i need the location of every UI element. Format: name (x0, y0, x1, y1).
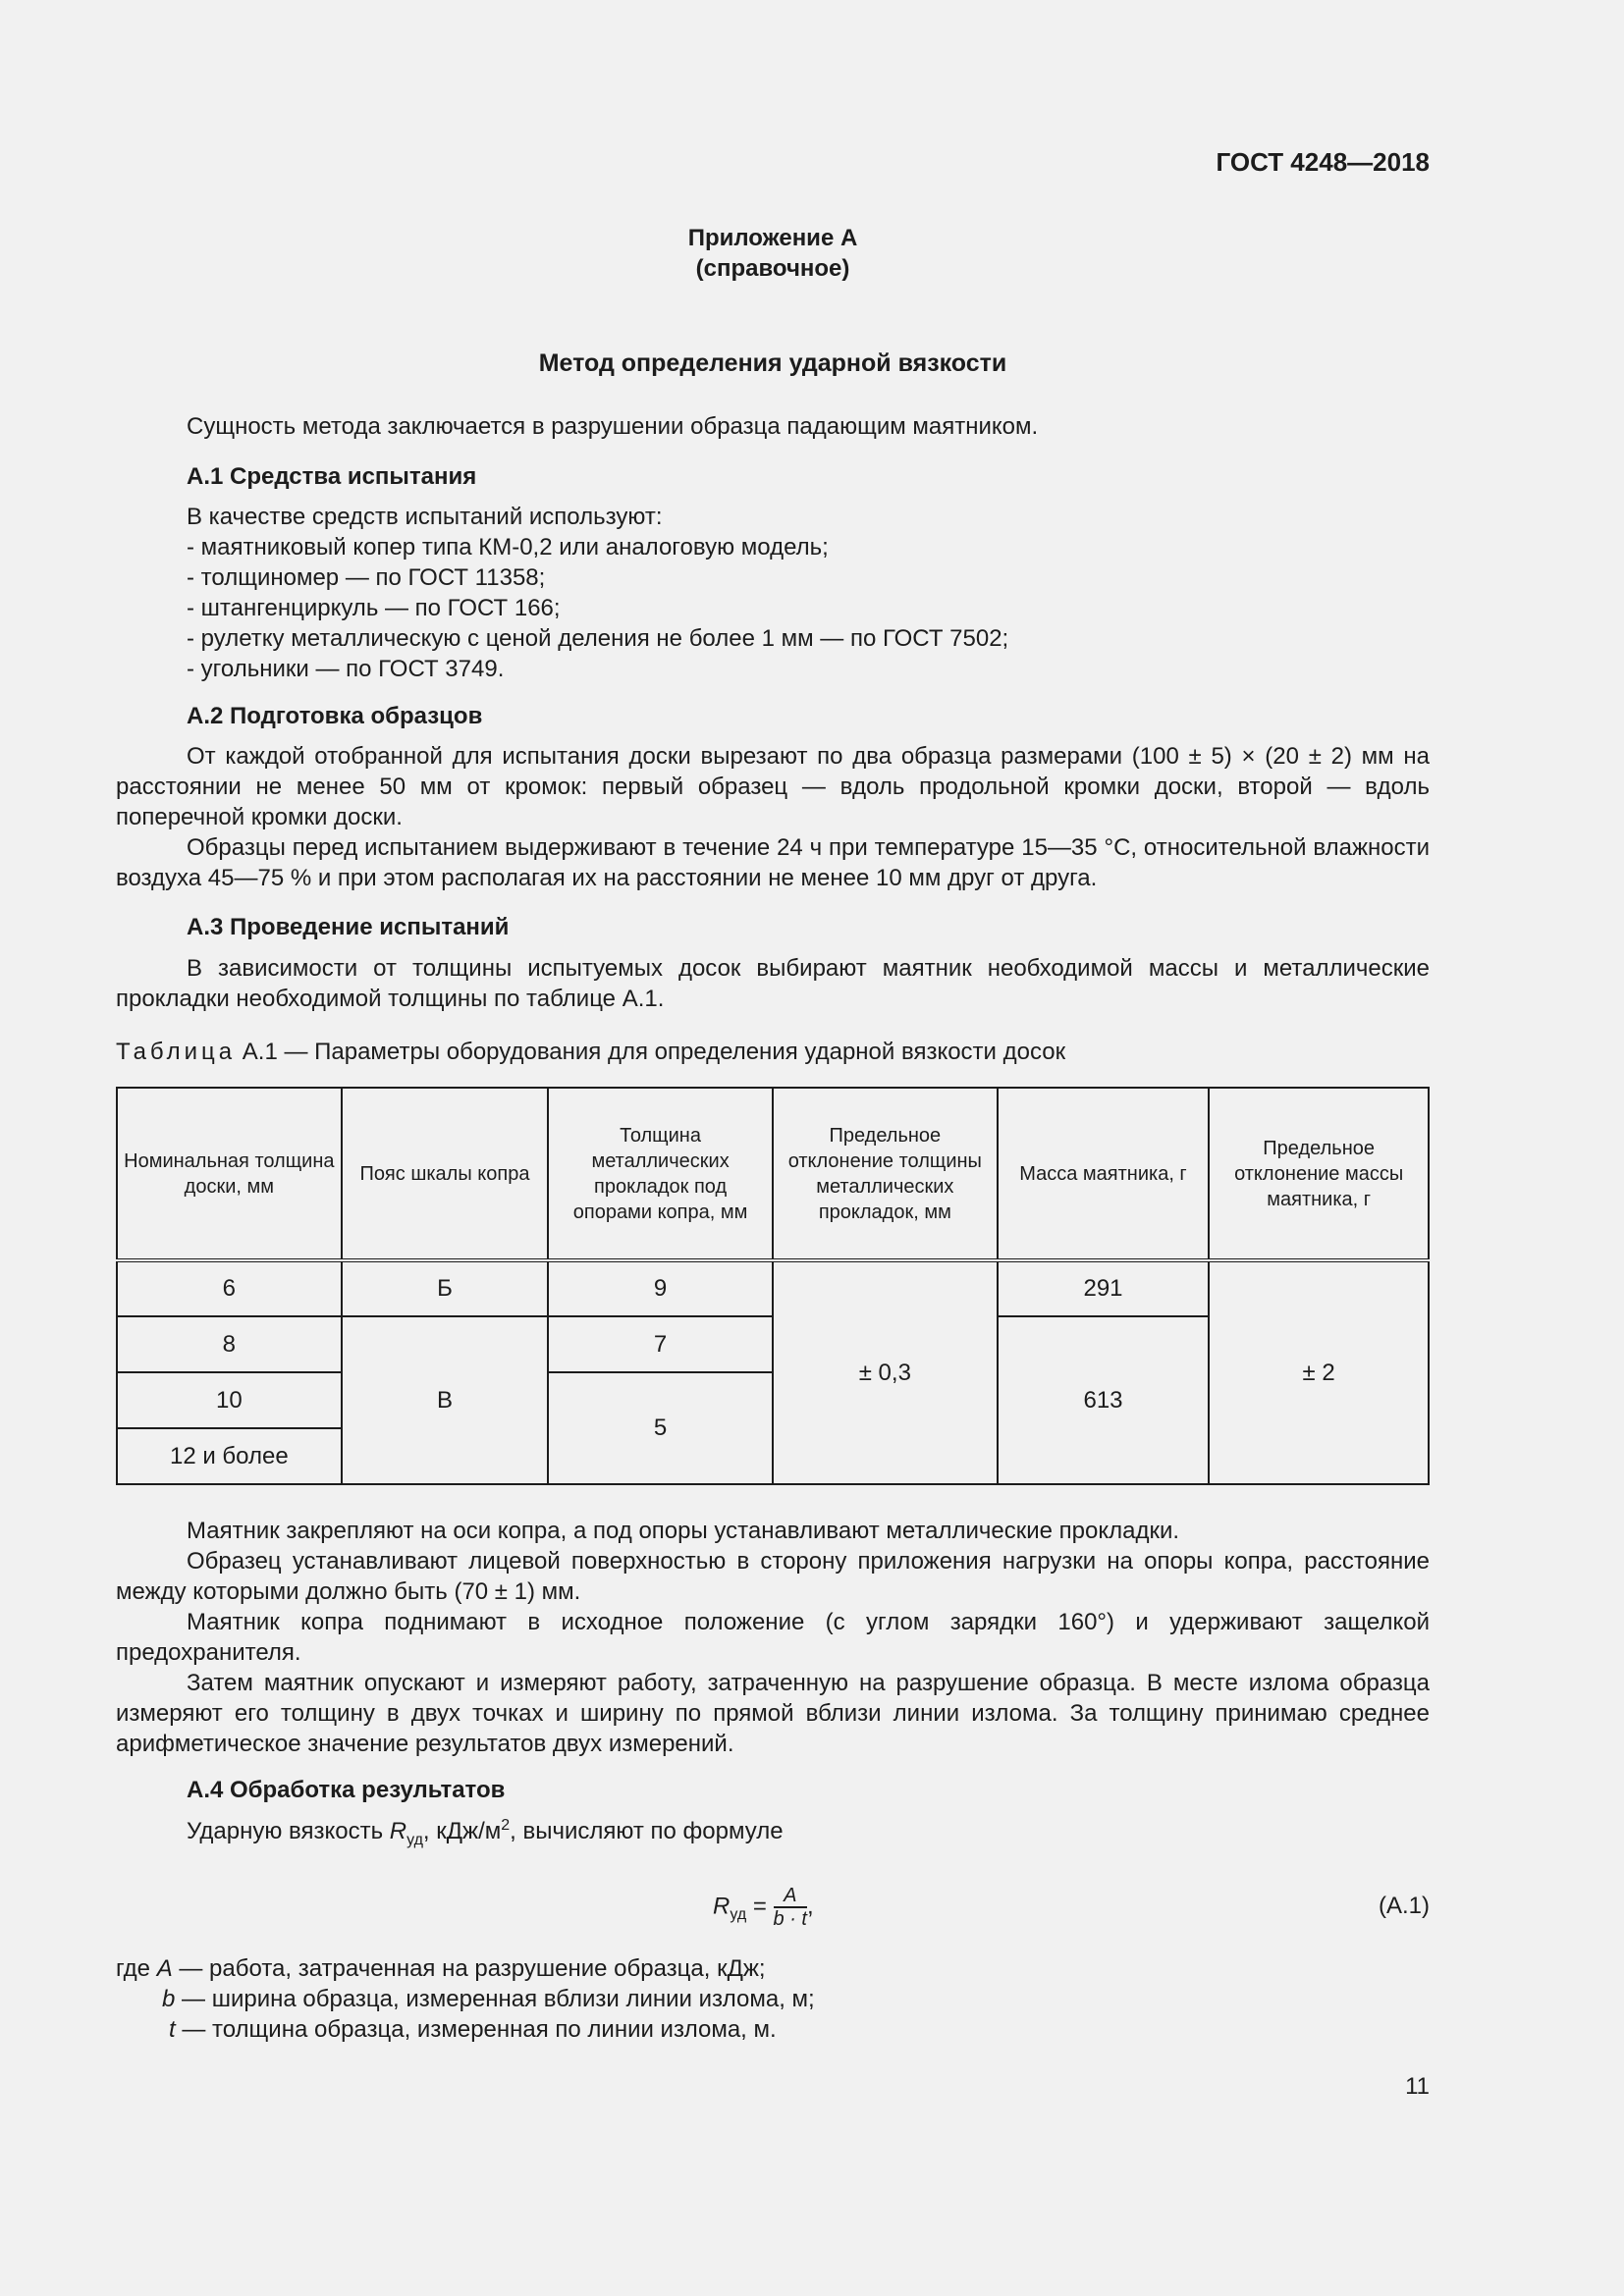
legend-line: где A — работа, затраченная на разрушение образца, кДж; (116, 1955, 766, 1982)
after-table-text (116, 1516, 1430, 1759)
paragraph: Затем маятник опускают и измеряют работу, затраченную на разрушение образца. В месте излома образца измеряют его толщину в двух точках и ширину по прямой вблизи линии излома. За толщину принимаю среднее арифметическое значение результатов двух измерений. (116, 1670, 1430, 1757)
table-header-cell: Толщина металлических прокладок под опорами копра, мм (548, 1088, 773, 1260)
a2-paragraph-1: От каждой отобранной для испытания доски вырезают по два образца размерами (100 ± 5) × (20 ± 2) мм на расстоянии не менее 50 мм от кромок: первый образец — вдоль продольной кромки доски, второй — вдоль поперечной кромки доски. (116, 743, 1430, 830)
a1-heading: А.1 Средства испытания (187, 463, 477, 490)
a2-heading: А.2 Подготовка образцов (187, 703, 483, 729)
a3-body (116, 953, 1430, 1014)
a4-heading: А.4 Обработка результатов (187, 1777, 506, 1803)
legend-line: t — толщина образца, измеренная по линии излома, м. (169, 2016, 777, 2043)
table-header-cell: Пояс шкалы копра (342, 1088, 549, 1260)
formula-number: (А.1) (1378, 1893, 1430, 1919)
list-item: - толщиномер — по ГОСТ 11358; (187, 564, 546, 591)
page-number: 11 (1405, 2073, 1430, 2100)
standard-code: ГОСТ 4248—2018 (1216, 147, 1430, 177)
table-row (117, 1260, 1429, 1316)
table-cell: 8 (117, 1316, 342, 1372)
list-item: - угольники — по ГОСТ 3749. (187, 656, 505, 682)
table-cell: 7 (548, 1316, 773, 1372)
appendix-heading (116, 223, 1430, 284)
list-item: - маятниковый копер типа КМ-0,2 или аналоговую модель; (187, 534, 829, 561)
paragraph: Образец устанавливают лицевой поверхностью в сторону приложения нагрузки на опоры копра, расстояние между которыми должно быть (70 ± 1) мм. (116, 1548, 1430, 1605)
table-cell: ± 0,3 (773, 1260, 998, 1484)
table-cell: Б (342, 1260, 549, 1316)
formula-denominator: b · t (773, 1908, 807, 1930)
table-cell: 6 (117, 1260, 342, 1316)
a1-lead: В качестве средств испытаний используют: (187, 504, 663, 530)
a2-body (116, 741, 1430, 893)
intro-paragraph: Сущность метода заключается в разрушении образца падающим маятником. (187, 413, 1039, 440)
table-cell: 291 (998, 1260, 1210, 1316)
section-title: Метод определения ударной вязкости (538, 349, 1007, 377)
section-a1 (116, 461, 1430, 492)
paragraph: Маятник копра поднимают в исходное положение (с углом зарядки 160°) и удерживают защелкой предохранителя. (116, 1609, 1430, 1666)
table-cell: 5 (548, 1372, 773, 1484)
table-header-cell: Номинальная толщина доски, мм (117, 1088, 342, 1260)
table-header-cell: Предельное отклонение толщины металлических прокладок, мм (773, 1088, 998, 1260)
table-cell: 12 и более (117, 1428, 342, 1484)
appendix-label: Приложение А (687, 225, 858, 251)
formula-expression: $R_{уд}$ = $\frac{A}{b \cdot t}$ , (713, 1885, 814, 1930)
legend-line: b — ширина образца, измеренная вблизи линии излома, м; (162, 1986, 815, 2012)
a1-list (116, 502, 1430, 684)
a4-lead: Ударную вязкость $R_{уд}$, кДж/$м^2$, вычисляют по формуле (187, 1817, 784, 1848)
table-cell: 9 (548, 1260, 773, 1316)
list-item: - рулетку металлическую с ценой деления не более 1 мм — по ГОСТ 7502; (187, 625, 1009, 652)
table-header-cell: Масса маятника, г (998, 1088, 1210, 1260)
a3-heading: А.3 Проведение испытаний (187, 914, 510, 940)
formula-numerator: A (774, 1885, 807, 1908)
formula-a1 (116, 1879, 1430, 1938)
list-item: - штангенциркуль — по ГОСТ 166; (187, 595, 561, 621)
section-a3 (116, 912, 1430, 942)
table-caption: Таблица А.1 — Параметры оборудования для определения ударной вязкости досок (116, 1039, 1066, 1065)
table-cell: В (342, 1316, 549, 1484)
a2-paragraph-2: Образцы перед испытанием выдерживают в течение 24 ч при температуре 15—35 °С, относительной влажности воздуха 45—75 % и при этом располагая их на расстоянии не менее 10 мм друг от друга. (116, 834, 1430, 891)
table-header-cell: Предельное отклонение массы маятника, г (1209, 1088, 1429, 1260)
table-cell: 613 (998, 1316, 1210, 1484)
paragraph: Маятник закрепляют на оси копра, а под опоры устанавливают металлические прокладки. (187, 1518, 1180, 1544)
parameters-table (116, 1087, 1430, 1485)
table-cell: ± 2 (1209, 1260, 1429, 1484)
section-a4 (116, 1775, 1430, 1805)
appendix-type: (справочное) (695, 255, 850, 282)
a3-paragraph-1: В зависимости от толщины испытуемых досок выбирают маятник необходимой массы и металлические прокладки необходимой толщины по таблице А.1. (116, 955, 1430, 1012)
formula-fraction (774, 1885, 807, 1930)
formula-legend (116, 1953, 1430, 2045)
table-cell: 10 (117, 1372, 342, 1428)
section-a2 (116, 701, 1430, 731)
table-header-row (117, 1088, 1429, 1260)
